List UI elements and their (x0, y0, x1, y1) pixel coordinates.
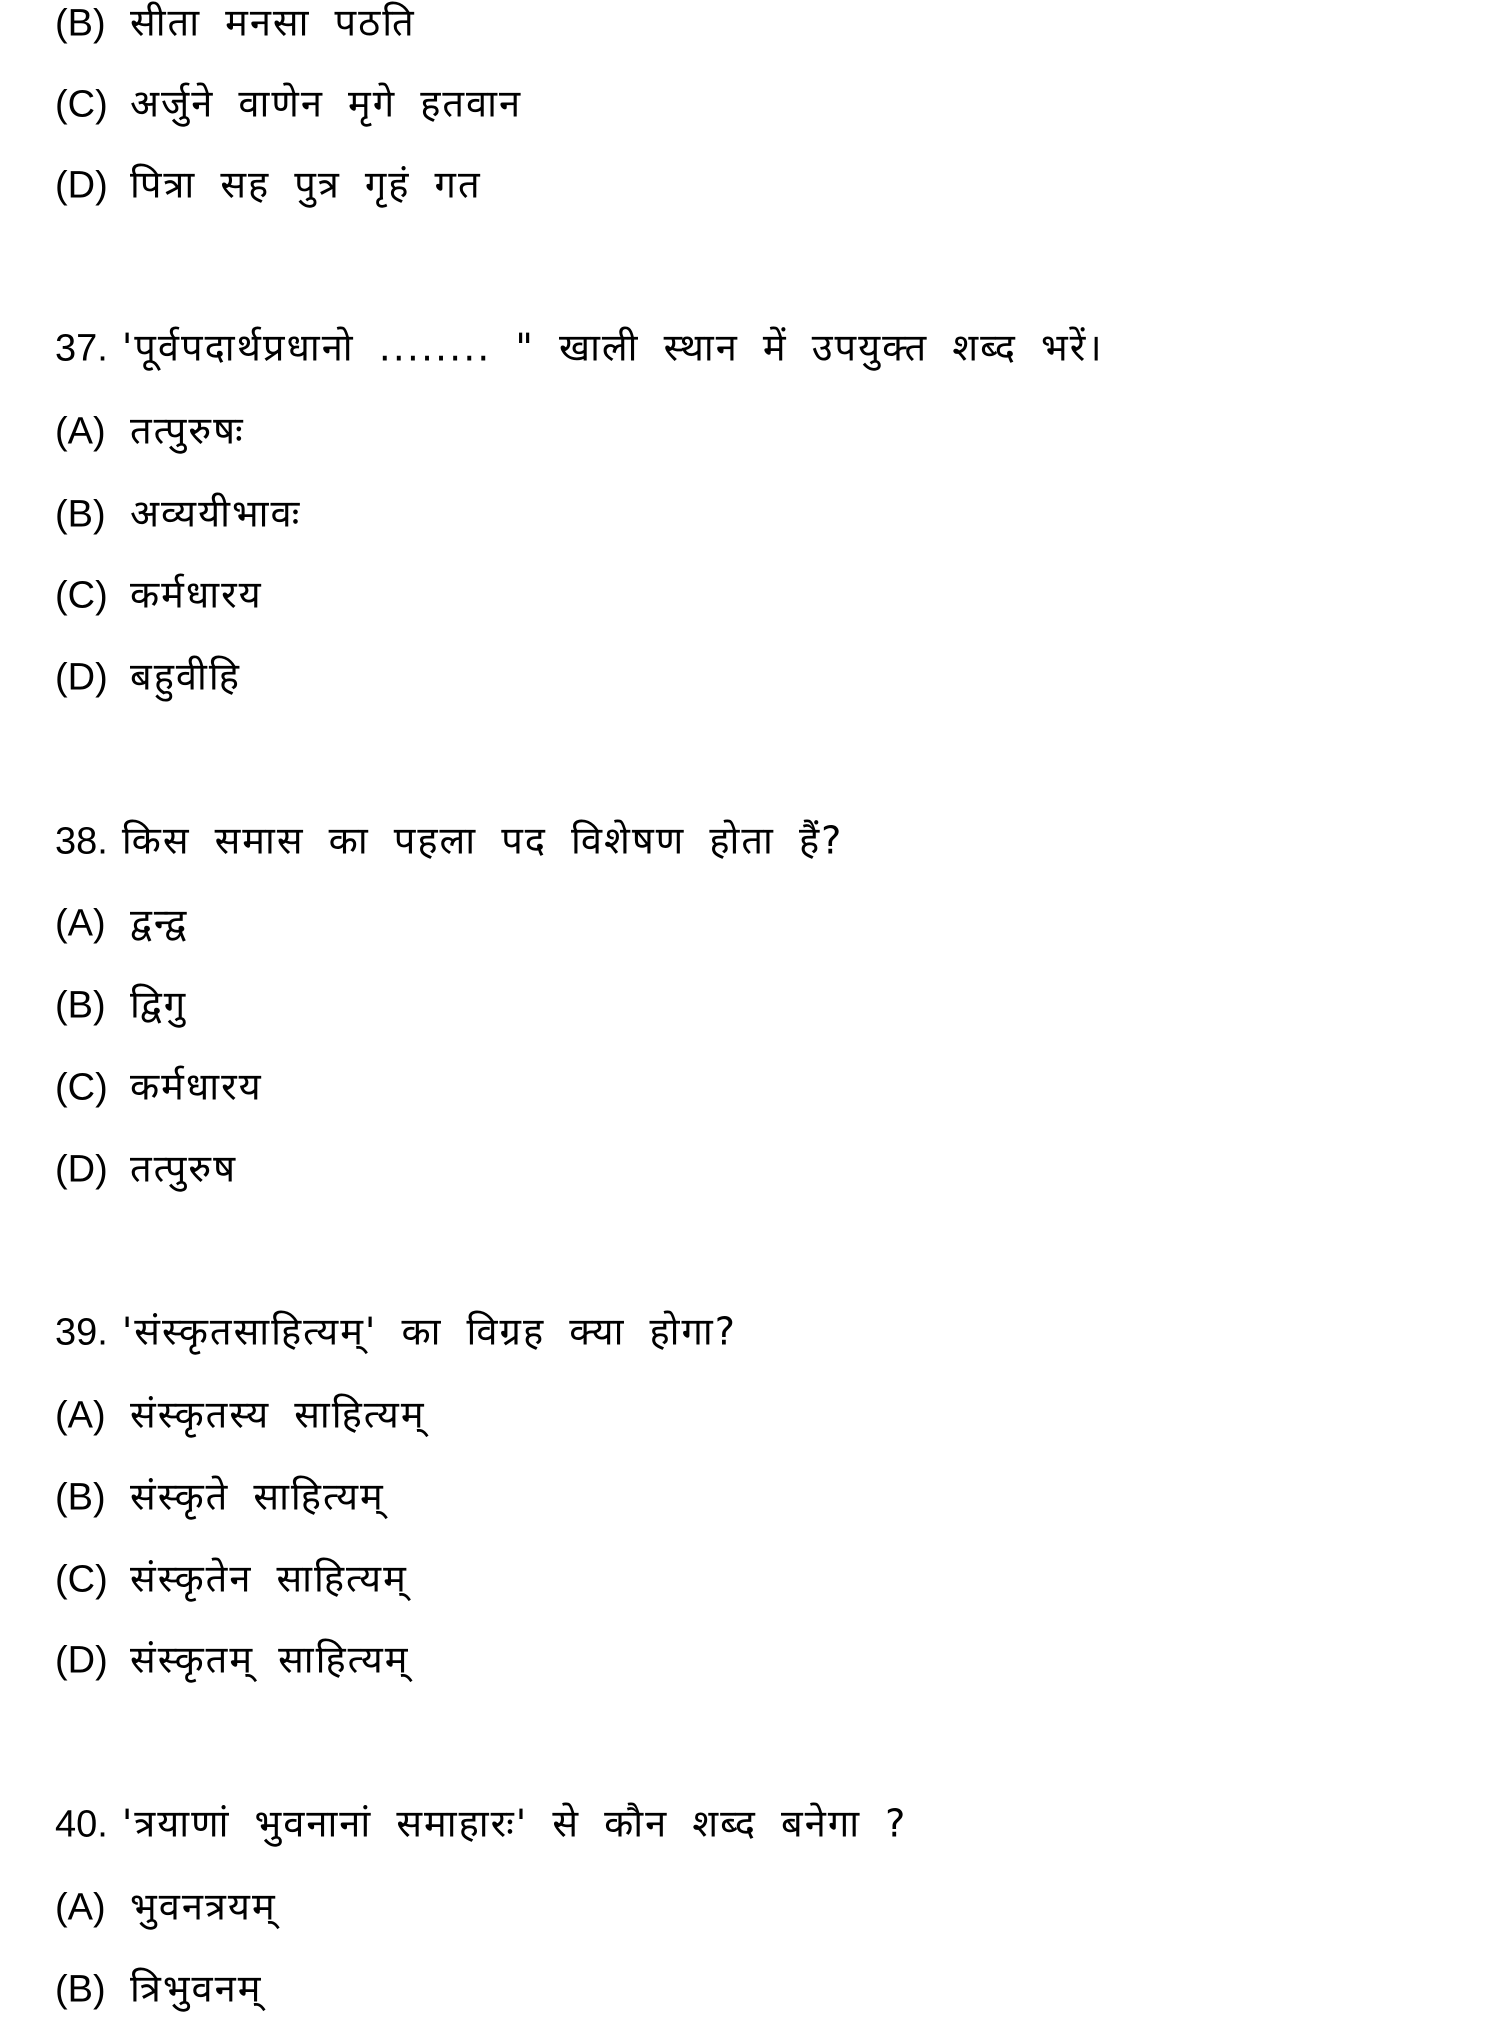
option-text: तत्पुरुष (130, 1146, 238, 1191)
option-text: तत्पुरुषः (130, 408, 245, 453)
option-text: सीता मनसा पठति (130, 0, 416, 45)
option-label: (C) (55, 1558, 108, 1601)
option-label: (B) (55, 1968, 106, 2011)
option-label: (C) (55, 83, 108, 126)
option-text: कर्मधारय (130, 1064, 263, 1109)
option-label: (B) (55, 2, 106, 45)
option-text: द्विगु (130, 982, 188, 1027)
option-text: द्वन्द्व (130, 900, 189, 945)
question-40-option-b (55, 1966, 262, 2013)
question-number: 40. (55, 1803, 108, 1846)
question-38-option-a (55, 900, 188, 947)
option-label: (A) (55, 902, 106, 945)
option-text: कर्मधारय (130, 572, 263, 617)
option-label: (D) (55, 1639, 108, 1682)
option-label: (B) (55, 1476, 106, 1519)
option-text: भुवनत्रयम् (130, 1884, 277, 1929)
question-text: 'त्रयाणां भुवनानां समाहारः' से कौन शब्द बनेगा ? (121, 1801, 908, 1846)
question-38-option-b (55, 982, 187, 1029)
question-number: 37. (55, 327, 108, 370)
option-text: संस्कृतस्य साहित्यम् (130, 1392, 426, 1437)
option-label: (B) (55, 984, 106, 1027)
question-40-option-a (55, 1884, 277, 1931)
option-text: संस्कृतेन साहित्यम् (130, 1556, 408, 1601)
question-number: 39. (55, 1311, 108, 1354)
question-39-option-a (55, 1392, 426, 1439)
option-text: पित्रा सह पुत्र गृहं गत (130, 162, 482, 207)
question-38-option-d (55, 1146, 237, 1193)
option-label: (D) (55, 656, 108, 699)
question-39-option-d (55, 1637, 409, 1684)
option-text: बहुवीहि (130, 654, 241, 699)
question-39-option-b (55, 1474, 385, 1521)
question-40 (55, 1801, 907, 1848)
option-text: संस्कृतम् साहित्यम् (130, 1637, 410, 1682)
question-text: 'संस्कृतसाहित्यम्' का विग्रह क्या होगा? (121, 1309, 737, 1354)
option-prev-c (55, 81, 522, 128)
question-37-option-d (55, 654, 241, 701)
question-38 (55, 818, 843, 865)
option-label: (A) (55, 410, 106, 453)
option-prev-b (55, 0, 416, 47)
option-label: (D) (55, 1148, 108, 1191)
option-text: अर्जुने वाणेन मृगे हतवान (130, 81, 523, 126)
question-39-option-c (55, 1556, 408, 1603)
question-38-option-c (55, 1064, 263, 1111)
option-text: अव्ययीभावः (130, 491, 302, 536)
option-text: संस्कृते साहित्यम् (130, 1474, 385, 1519)
option-label: (A) (55, 1886, 106, 1929)
question-37-option-a (55, 408, 245, 455)
option-prev-d (55, 162, 482, 209)
option-text: त्रिभुवनम् (130, 1966, 263, 2011)
option-label: (D) (55, 164, 108, 207)
question-text: 'पूर्वपदार्थप्रधानो ........ " खाली स्थान में उपयुक्त शब्द भरें। (121, 325, 1104, 370)
option-label: (C) (55, 1066, 108, 1109)
option-label: (C) (55, 574, 108, 617)
question-37 (55, 325, 1104, 372)
option-label: (B) (55, 493, 106, 536)
question-number: 38. (55, 820, 108, 863)
question-37-option-c (55, 572, 263, 619)
question-39 (55, 1309, 737, 1356)
option-label: (A) (55, 1394, 106, 1437)
question-text: किस समास का पहला पद विशेषण होता हैं? (121, 818, 844, 863)
question-37-option-b (55, 491, 301, 538)
